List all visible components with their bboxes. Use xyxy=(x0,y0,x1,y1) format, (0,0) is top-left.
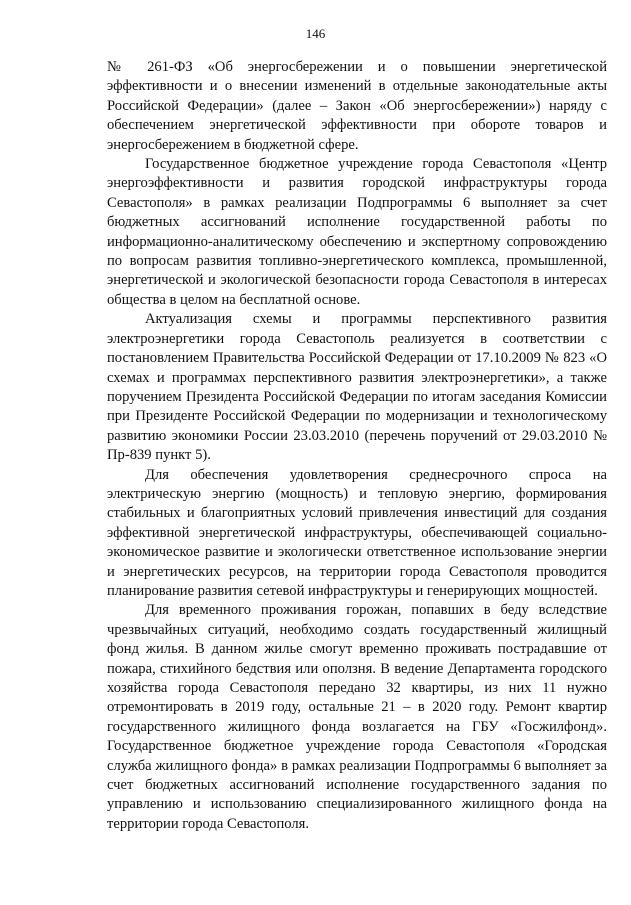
paragraph-housing-fund: Для временного проживания горожан, попавших в беду вследствие чрезвычайных ситуаций, необходимо создать государственный жилищный фонд жилья. В данном жилье смогут временно проживать пострадавшие от пожара, стихийного бедствия или оползня. В ведение Департамента городского хозяйства города Севастополя передано 32 квартиры, из них 11 нужно отремонтировать в 2019 году, остальные 21 – в 2020 году. Ремонт квартир государственного жилищного фонда возлагается на ГБУ «Госжилфонд». Государственное бюджетное учреждение города Севастополя «Городская служба жилищного фонда» в рамках реализации Подпрограммы 6 выполняет за счет бюджетных ассигнований исполнение государственного задания по управлению и использованию специализированного жилищного фонда на территории города Севастополя. xyxy=(107,602,607,832)
paragraph-power-development-scheme: Актуализация схемы и программы перспективного развития электроэнергетики города Севастополь реализуется в соответствии с постановлением Правительства Российской Федерации от 17.10.2009 № 823 «О схемах и программах перспективного развития электроэнергетики», а также поручением Президента Российской Федерации по итогам заседания Комиссии при Президенте Российской Федерации по модернизации и технологическому развитию экономики России 23.03.2010 (перечень поручений от 29.03.2010 № Пр-839 пункт 5). xyxy=(107,311,607,464)
paragraph-demand-supply: Для обеспечения удовлетворения среднесрочного спроса на электрическую энергию (мощность) и тепловую энергию, формирования стабильных и благоприятных условий привлечения инвестиций для создания эффективной энергетической инфраструктуры, обеспечивающей социально-экономическое развитие и экологически ответственное использование энергии и энергетических ресурсов, на территории города Севастополя проводится планирование развития сетевой инфраструктуры и генерирующих мощностей. xyxy=(107,466,607,599)
page-number: 146 xyxy=(305,26,326,41)
paragraph-energy-saving-law: № 261-ФЗ «Об энергосбережении и о повышении энергетической эффективности и о внесении изменений в отдельные законодательные акты Российской Федерации» (далее – Закон «Об энергосбережении») наряду с обеспечением энергетической эффективности при обороте товаров и энергосбережением в бюджетной сфере. xyxy=(107,59,607,153)
paragraph-energy-efficiency-center: Государственное бюджетное учреждение города Севастополя «Центр энергоэффективности и развития городской инфраструктуры города Севастополя» в рамках реализации Подпрограммы 6 выполняет за счет бюджетных ассигнований исполнение государственной работы по информационно-аналитическому обеспечению и экспертному сопровождению по вопросам развития топливно-энергетического комплекса, промышленной, энергетической и экологической безопасности города Севастополя в интересах общества в целом на бесплатной основе. xyxy=(107,156,607,308)
document-body xyxy=(107,58,607,834)
